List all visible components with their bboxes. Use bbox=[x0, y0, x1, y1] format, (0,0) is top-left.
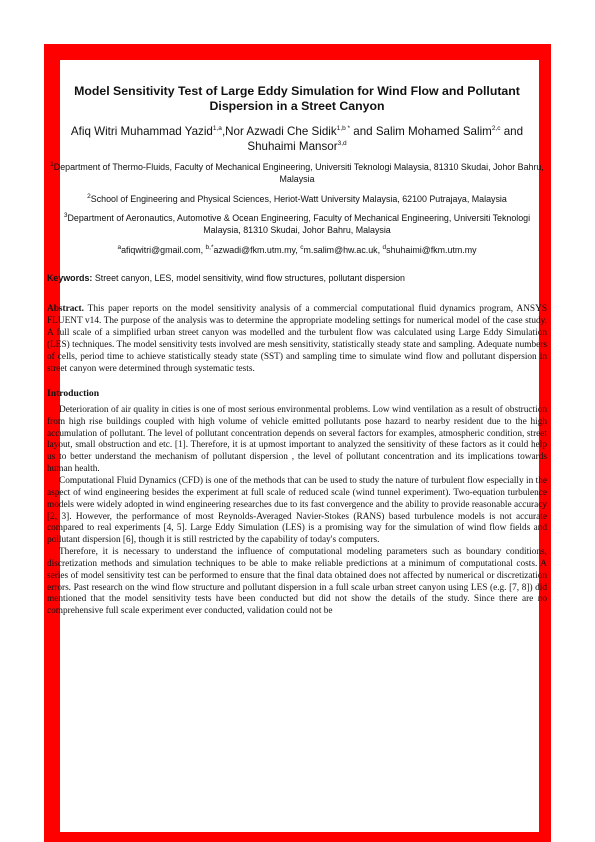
author-sup: 3,d bbox=[337, 140, 347, 148]
body-paragraph: Therefore, it is necessary to understand the influence of computational modeling parameters such as boundary conditions, discretization methods and simulation techniques to be able to make reliable predictions at a minimum of computational costs. A series of model sensitivity test can be performed to ensure that the final data obtained does not affected by numerical or discretization errors. Past research on the wind flow structure and pollutant dispersion in a full scale urban street canyon using LES (e.g. [7, 8]) did mentioned that the model sensitivity tests have been conducted but did not show the details of the study. Since there are no comprehensive full scale experiment ever conducted, validation could not be bbox=[47, 547, 547, 617]
introduction-body bbox=[47, 405, 547, 618]
author-sup: 2,c bbox=[491, 125, 501, 133]
author-separator: and bbox=[500, 125, 524, 138]
author-separator: and bbox=[350, 125, 376, 138]
abstract bbox=[47, 304, 547, 375]
email-link[interactable]: azwadi@fkm.utm.my, bbox=[213, 245, 301, 256]
email-sup: b,* bbox=[205, 244, 214, 252]
author-sup: 1,b * bbox=[336, 125, 351, 133]
keywords-text: Street canyon, LES, model sensitivity, wind flow structures, pollutant dispersion bbox=[92, 273, 405, 284]
email-link[interactable]: afiqwitri@gmail.com, bbox=[121, 245, 206, 256]
paper-title: Model Sensitivity Test of Large Eddy Simulation for Wind Flow and Pollutant Dispersion in a Street Canyon bbox=[74, 84, 520, 113]
affiliation-sup: 1 bbox=[50, 161, 54, 169]
author-name: Shuhaimi Mansor bbox=[247, 140, 338, 153]
affiliation bbox=[47, 212, 547, 237]
body-paragraph: Computational Fluid Dynamics (CFD) is one of the methods that can be used to study the nature of turbulent flow especially in the aspect of wind engineering besides the experiment at full scale of reduced scale (wind tunnel experiment). Two-equation turbulence models were widely adopted in wind engineering researches due to its fast convergence and the ability to provide reasonable accuracy [2, 3]. However, the performance of most Reynolds-Averaged Navier-Stokes (RANS) based turbulence models is not accurate compared to real experiments [4, 5]. Large Eddy Simulation (LES) is a promising way for the simulation of wind flow fields and pollutant dispersion [6], though it is still restricted by the capability of today's computers. bbox=[47, 475, 547, 546]
red-frame-bottom bbox=[44, 832, 551, 842]
author-separator: , bbox=[221, 125, 226, 138]
author-name: Nor Azwadi Che Sidik bbox=[225, 125, 337, 138]
email-list bbox=[47, 244, 547, 256]
abstract-text: This paper reports on the model sensitivity analysis of a commercial computational fluid dynamics program, ANSYS FLUENT v14. The purpose of the analysis was to determine the appropriate modeling settings for numerical model of the case study. A full scale of a simplified urban street canyon was modelled and the turbulent flow was calculated using Large Eddy Simulation (LES) techniques. The model sensitivity tests involved are mesh sensitivity, statistically steady state and sampling. Adequate numbers of cells, period time to achieve statistically steady state (SST) and sampling time to simulate wind flow and pollutant dispersion in street canyon were determined through systematic tests. bbox=[47, 304, 547, 375]
author-name: Salim Mohamed Salim bbox=[375, 125, 492, 138]
email-sup: a bbox=[117, 244, 122, 252]
abstract-label: Abstract. bbox=[47, 304, 84, 315]
red-frame-top bbox=[44, 44, 551, 60]
email-link[interactable]: m.salim@hw.ac.uk, bbox=[303, 245, 383, 256]
affiliation-sup: 3 bbox=[63, 211, 68, 219]
email-sup: c bbox=[300, 244, 304, 252]
paper-content bbox=[47, 84, 547, 618]
email-sup: d bbox=[382, 244, 387, 252]
keywords-label: Keywords: bbox=[47, 273, 93, 284]
affiliation bbox=[47, 161, 547, 186]
author-name: Afiq Witri Muhammad Yazid bbox=[70, 125, 213, 138]
author-sup: 1,a bbox=[212, 125, 222, 133]
keywords bbox=[47, 272, 547, 284]
affiliation bbox=[47, 193, 547, 205]
affiliation-sup: 2 bbox=[87, 192, 91, 200]
author-list bbox=[47, 124, 547, 154]
affiliation-text: Department of Thermo-Fluids, Faculty of Mechanical Engineering, Universiti Teknologi Malaysia, 81310 Skudai, Johor Bahru, Malaysia bbox=[53, 162, 544, 185]
affiliation-text: Department of Aeronautics, Automotive & Ocean Engineering, Faculty of Mechanical Engineering, Universiti Teknologi Malaysia, 81310 Skudai, Johor Bahru, Malaysia bbox=[67, 212, 531, 236]
affiliation-text: School of Engineering and Physical Sciences, Heriot-Watt University Malaysia, 62100 Putrajaya, Malaysia bbox=[90, 193, 507, 204]
body-paragraph: Deterioration of air quality in cities is one of most serious environmental problems. Low wind ventilation as a result of obstruction from high rise buildings coupled with high volume of vehicle emitted pollutants pose hazard to nearby resident due to the high accumulation of pollutant. The level of pollutant concentration depends on several factors for examples, atmospheric condition, street layout, small obstruction and etc. [1]. Therefore, it is at upmost important to analyzed the sensitivity of these factors as it could help us to better understand the mechanism of pollutant dispersion , the level of pollutant concentration and its implications towards human health. bbox=[47, 404, 547, 475]
section-heading-introduction: Introduction bbox=[47, 387, 100, 399]
email-link[interactable]: shuhaimi@fkm.utm.my bbox=[386, 245, 477, 256]
